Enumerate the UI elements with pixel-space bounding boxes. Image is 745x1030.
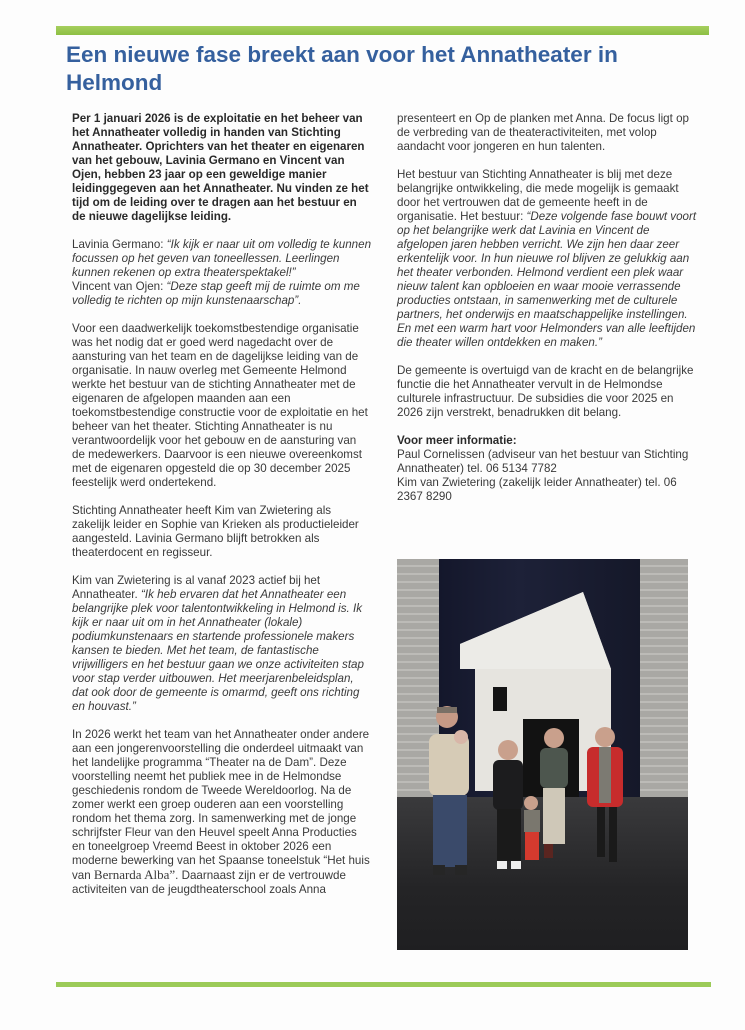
body-paragraph-2: Stichting Annatheater heeft Kim van Zwietering als zakelijk leider en Sophie van Krieken als productieleider aangesteld. Lavinia Germano blijft betrokken als theaterdocent en regisseur. — [72, 504, 359, 559]
quote2-speaker: Vincent van Ojen: — [72, 280, 167, 293]
right-paragraph-2 — [397, 168, 702, 350]
para4-serif: Bernarda Alba” — [93, 867, 176, 882]
right-column — [397, 112, 702, 504]
group-photo — [397, 559, 688, 950]
quote1-speaker: Lavinia Germano: — [72, 238, 167, 251]
contact-block — [397, 434, 702, 504]
body-paragraph-3 — [72, 574, 372, 714]
para3-intro: Kim van Zwietering is al vanaf 2023 actief bij het Annatheater. — [72, 574, 321, 601]
para2-intro: Het bestuur van Stichting Annatheater is blij met deze belangrijke ontwikkeling, die mede mogelijk is gemaakt door het vertrouwen dat de gemeente heeft in de organisatie. Het bestuur: — [397, 168, 679, 223]
para3-quote: “Ik heb ervaren dat het Annatheater een belangrijke plek voor talentontwikkeling in Helmond is. Ik kijk er naar uit om in het Annatheater (lokale) podiumkunstenaars en startende professionele makers kansen te bieden. Met het team, de fantastische vrijwilligers en het bestuur gaan we onze activiteiten stap voor stap verder uitbouwen. Het meerjarenbeleidsplan, dat ook door de gemeente is omarmd, geeft ons richting en houvast.” — [72, 588, 364, 713]
article-title: Een nieuwe fase breekt aan voor het Annatheater in Helmond — [66, 42, 618, 95]
top-accent-bar — [56, 26, 709, 35]
photo-scene-illustration — [397, 559, 688, 950]
para4-end: . Daarnaast zijn er de vertrouwde activiteiten van de jeugdtheaterschool zoals Anna — [72, 869, 346, 896]
para4-start: In 2026 werkt het team van het Annatheater onder andere aan een jongerenvoorstelling die onderdeel uitmaakt van het landelijke programma “Theater na de Dam”. Deze voorstelling neemt het publiek mee in de Helmondse geschiedenis rondom de Tweede Wereldoorlog. Na de zomer werkt een groep ouderen aan een voorstelling rondom het thema zorg. In samenwerking met de jonge schrijfster Fleur van den Heuvel speelt Anna Producties en toneelgroep Vreemd Beest in oktober 2026 een moderne bewerking van het Spaanse toneelstuk “Het huis van — [72, 728, 370, 882]
quote2-text: “Deze stap geeft mij de ruimte om me volledig te richten op mijn kunstenaarschap”. — [72, 280, 360, 307]
left-column — [72, 112, 372, 911]
contact-line-1: Paul Cornelissen (adviseur van het bestuur van Stichting Annatheater) tel. 06 5134 7782 — [397, 448, 689, 475]
right-paragraph-1: presenteert en Op de planken met Anna. De focus ligt op de verbreding van de theateractiviteiten, met volop aandacht voor jongeren en hun talenten. — [397, 112, 689, 153]
contact-heading: Voor meer informatie: — [397, 434, 517, 447]
body-paragraph-1: Voor een daadwerkelijk toekomstbestendige organisatie was het nodig dat er goed werd nagedacht over de aansturing van het team en de dagelijkse leiding van de organisatie. In nauw overleg met Gemeente Helmond werkte het bestuur van de stichting Annatheater met de eigenaren de afgelopen maanden aan een toekomstbestendige constructie voor de exploitatie en het beheer van het theater. Stichting Annatheater is nu verantwoordelijk voor het gebouw en de aansturing van de medewerkers. Daarvoor is een nieuwe overeenkomst met de eigenaren opgesteld die op 30 december 2025 feestelijk werd ondertekend. — [72, 322, 368, 489]
bottom-accent-bar — [56, 982, 711, 987]
quote1-text: “Ik kijk er naar uit om volledig te kunnen focussen op het geven van toneellessen. Leerlingen kunnen rekenen op extra theaterspektakel!” — [72, 238, 372, 279]
contact-line-2: Kim van Zwietering (zakelijk leider Annatheater) tel. 06 2367 8290 — [397, 476, 677, 503]
para2-quote: “Deze volgende fase bouwt voort op het belangrijke werk dat Lavinia en Vincent de afgelopen jaren hebben verricht. We zijn hen daar zeer erkentelijk voor. In hun nieuwe rol blijven ze gelukkig aan het theater verbonden. Helmond verdient een plek waar nieuw talent kan opbloeien en waar mooie verrassende producties ontstaan, in samenwerking met de culturele partners, het onderwijs en maatschappelijke instellingen. En met een warm hart voor Helmonders van alle leeftijden die theater willen ontdekken en maken.” — [397, 210, 697, 349]
right-paragraph-3: De gemeente is overtuigd van de kracht en de belangrijke functie die het Annatheater vervult in de Helmondse culturele infrastructuur. De subsidies die voor 2025 en 2026 zijn verstrekt, benadrukken dit belang. — [397, 364, 694, 419]
lead-paragraph: Per 1 januari 2026 is de exploitatie en het beheer van het Annatheater volledig in handen van Stichting Annatheater. Oprichters van het theater en eigenaren van het gebouw, Lavinia Germano en Vincent van Ojen, hebben 23 jaar op een geweldige manier leidinggegeven aan het Annatheater. Nu vinden ze het tijd om de leiding over te dragen aan het bestuur en de nieuwe dagelijkse leiding. — [72, 112, 369, 223]
quotes-paragraph — [72, 238, 372, 308]
body-paragraph-4 — [72, 728, 372, 897]
